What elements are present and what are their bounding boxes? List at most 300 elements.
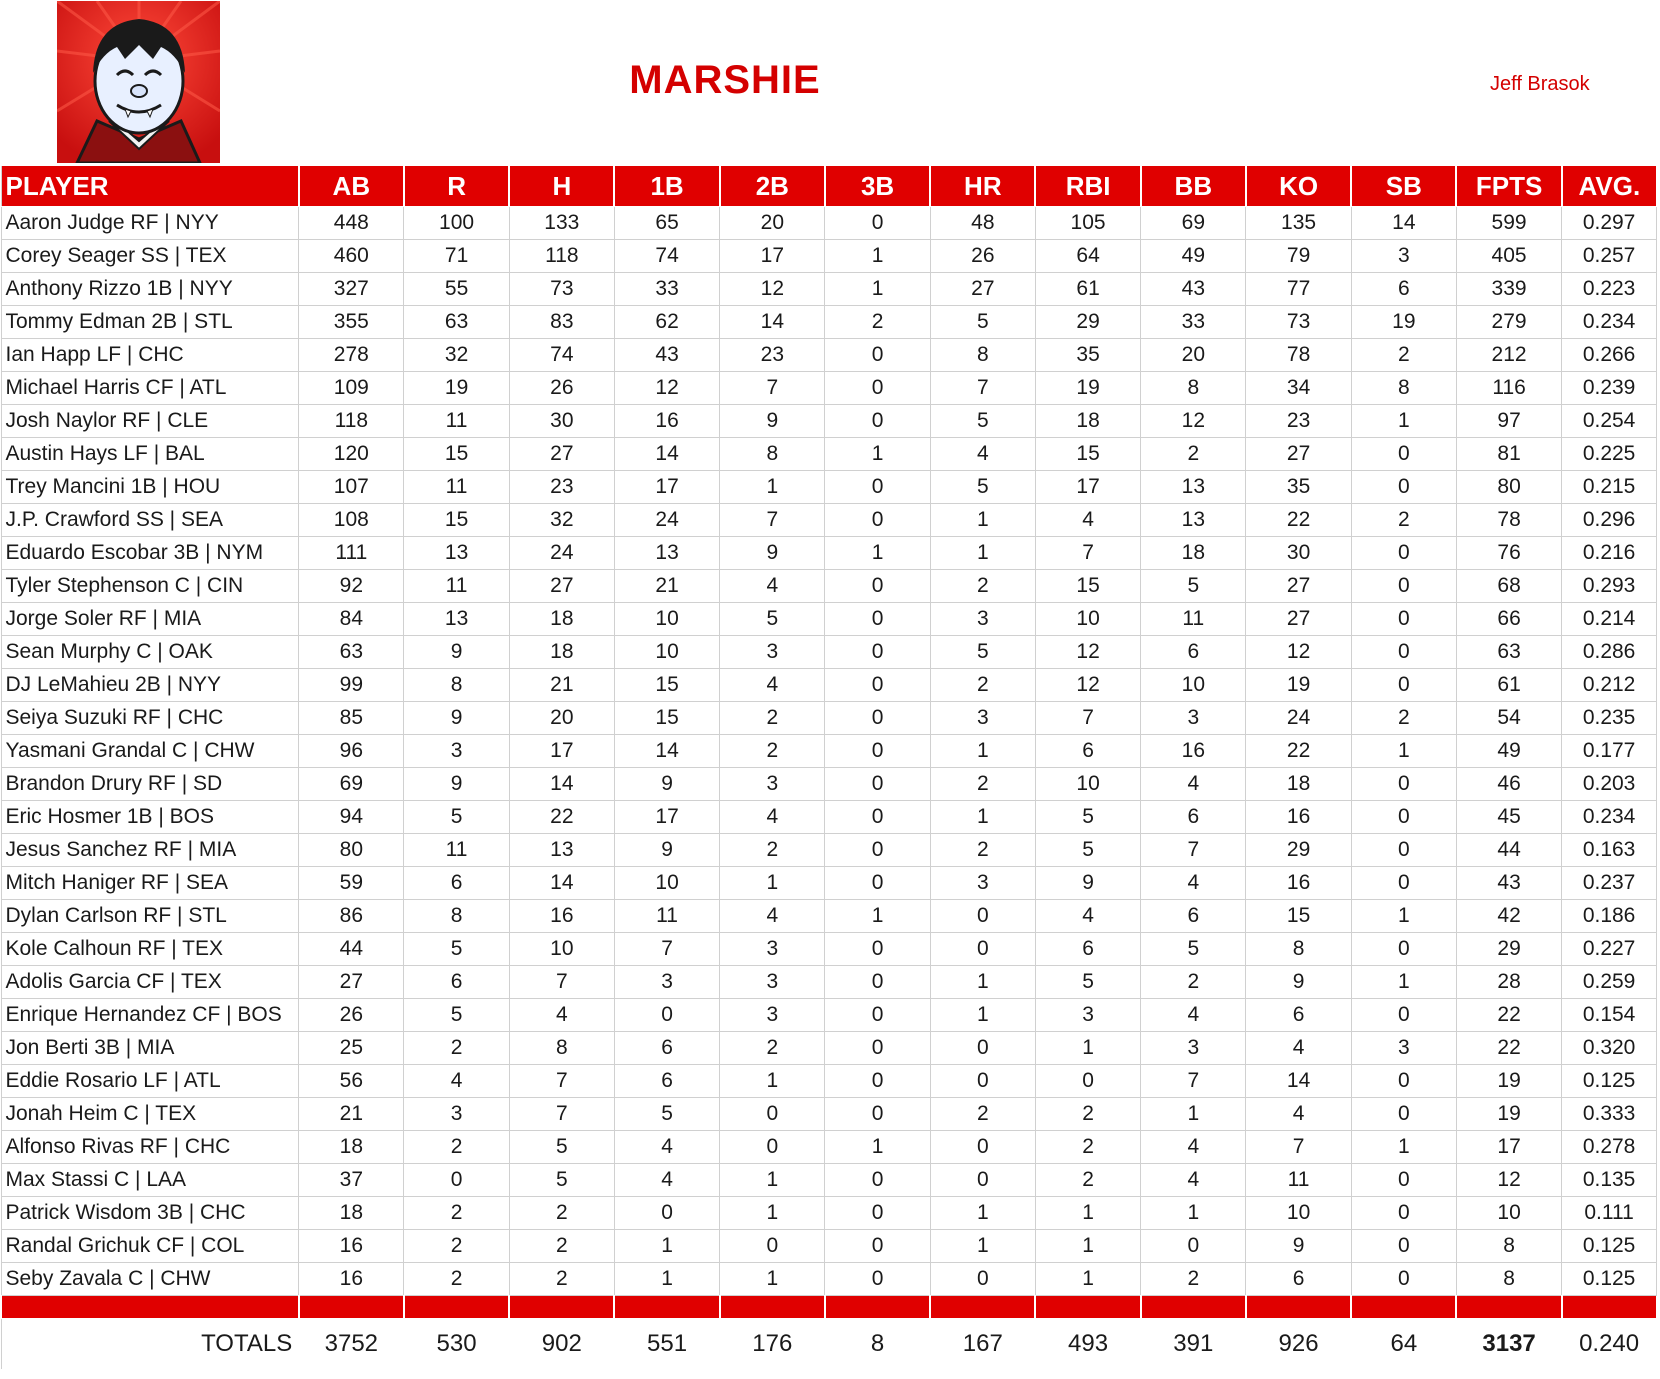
stat-2b-cell: 1 [720, 1065, 825, 1098]
stat-bb-cell: 4 [1141, 1164, 1246, 1197]
stat-1b-cell: 24 [614, 504, 719, 537]
stat-sb-cell: 0 [1351, 999, 1456, 1032]
stat-3b-cell: 0 [825, 966, 930, 999]
player-name-cell: Jon Berti 3B | MIA [1, 1032, 299, 1065]
stat-ab-cell: 355 [299, 306, 404, 339]
stat-hr-cell: 2 [930, 1098, 1035, 1131]
stat-avg-cell: 0.203 [1562, 768, 1657, 801]
stat-hr-cell: 0 [930, 933, 1035, 966]
stat-rbi-cell: 0 [1035, 1065, 1140, 1098]
stat-2b-cell: 4 [720, 669, 825, 702]
totals-label: TOTALS [1, 1319, 299, 1370]
stat-sb-cell: 0 [1351, 603, 1456, 636]
stat-3b-cell: 0 [825, 339, 930, 372]
stat-fpts-cell: 22 [1456, 1032, 1561, 1065]
stat-rbi-cell: 105 [1035, 207, 1140, 240]
stat-1b-cell: 65 [614, 207, 719, 240]
stat-r-cell: 63 [404, 306, 509, 339]
stat-bb-cell: 1 [1141, 1197, 1246, 1230]
stat-ab-cell: 85 [299, 702, 404, 735]
stat-rbi-cell: 5 [1035, 966, 1140, 999]
stat-1b-cell: 12 [614, 372, 719, 405]
stat-sb-cell: 1 [1351, 1131, 1456, 1164]
stat-bb-cell: 8 [1141, 372, 1246, 405]
player-name-cell: Patrick Wisdom 3B | CHC [1, 1197, 299, 1230]
stat-fpts-cell: 19 [1456, 1065, 1561, 1098]
stat-1b-cell: 33 [614, 273, 719, 306]
column-header-sb[interactable]: SB [1351, 166, 1456, 207]
stat-fpts-cell: 339 [1456, 273, 1561, 306]
stat-1b-cell: 17 [614, 801, 719, 834]
stat-ko-cell: 34 [1246, 372, 1351, 405]
stat-1b-cell: 9 [614, 768, 719, 801]
stat-2b-cell: 2 [720, 702, 825, 735]
stat-avg-cell: 0.223 [1562, 273, 1657, 306]
stat-r-cell: 13 [404, 603, 509, 636]
stat-hr-cell: 3 [930, 867, 1035, 900]
stat-ko-cell: 77 [1246, 273, 1351, 306]
player-name-cell: DJ LeMahieu 2B | NYY [1, 669, 299, 702]
stat-sb-cell: 1 [1351, 735, 1456, 768]
table-row [1, 438, 1657, 471]
stat-bb-cell: 11 [1141, 603, 1246, 636]
stat-hr-cell: 2 [930, 834, 1035, 867]
stat-avg-cell: 0.212 [1562, 669, 1657, 702]
stat-rbi-cell: 17 [1035, 471, 1140, 504]
stat-bb-cell: 3 [1141, 1032, 1246, 1065]
player-name-cell: Aaron Judge RF | NYY [1, 207, 299, 240]
stat-sb-cell: 0 [1351, 1197, 1456, 1230]
stat-ko-cell: 23 [1246, 405, 1351, 438]
stat-sb-cell: 1 [1351, 966, 1456, 999]
stat-r-cell: 11 [404, 405, 509, 438]
stat-3b-cell: 1 [825, 1131, 930, 1164]
stat-3b-cell: 0 [825, 1032, 930, 1065]
stat-h-cell: 18 [509, 603, 614, 636]
stat-rbi-cell: 3 [1035, 999, 1140, 1032]
roster-body [1, 207, 1657, 1296]
stat-avg-cell: 0.215 [1562, 471, 1657, 504]
player-name-cell: Anthony Rizzo 1B | NYY [1, 273, 299, 306]
player-name-cell: Yasmani Grandal C | CHW [1, 735, 299, 768]
stat-fpts-cell: 8 [1456, 1263, 1561, 1296]
stat-ko-cell: 27 [1246, 603, 1351, 636]
column-header-hr[interactable]: HR [930, 166, 1035, 207]
stat-bb-cell: 7 [1141, 1065, 1246, 1098]
player-name-cell: Alfonso Rivas RF | CHC [1, 1131, 299, 1164]
stat-avg-cell: 0.154 [1562, 999, 1657, 1032]
stat-sb-cell: 2 [1351, 504, 1456, 537]
stat-sb-cell: 0 [1351, 1098, 1456, 1131]
stat-h-cell: 32 [509, 504, 614, 537]
stat-h-cell: 14 [509, 867, 614, 900]
column-header-h[interactable]: H [509, 166, 614, 207]
stat-bb-cell: 1 [1141, 1098, 1246, 1131]
stat-r-cell: 71 [404, 240, 509, 273]
stat-avg-cell: 0.293 [1562, 570, 1657, 603]
stat-3b-cell: 0 [825, 867, 930, 900]
player-name-cell: Max Stassi C | LAA [1, 1164, 299, 1197]
column-header-r[interactable]: R [404, 166, 509, 207]
stat-ko-cell: 22 [1246, 504, 1351, 537]
stat-hr-cell: 0 [930, 1263, 1035, 1296]
stat-rbi-cell: 35 [1035, 339, 1140, 372]
stat-rbi-cell: 7 [1035, 537, 1140, 570]
stat-fpts-cell: 97 [1456, 405, 1561, 438]
stat-1b-cell: 21 [614, 570, 719, 603]
stat-3b-cell: 0 [825, 471, 930, 504]
stat-ko-cell: 10 [1246, 1197, 1351, 1230]
stat-rbi-cell: 1 [1035, 1230, 1140, 1263]
stat-sb-cell: 8 [1351, 372, 1456, 405]
stat-fpts-cell: 19 [1456, 1098, 1561, 1131]
stat-ko-cell: 79 [1246, 240, 1351, 273]
stat-3b-cell: 0 [825, 768, 930, 801]
stat-r-cell: 11 [404, 570, 509, 603]
stat-r-cell: 55 [404, 273, 509, 306]
table-row [1, 966, 1657, 999]
stat-rbi-cell: 15 [1035, 438, 1140, 471]
stat-hr-cell: 1 [930, 1197, 1035, 1230]
stat-ab-cell: 460 [299, 240, 404, 273]
stat-hr-cell: 2 [930, 768, 1035, 801]
stat-ko-cell: 19 [1246, 669, 1351, 702]
table-row [1, 240, 1657, 273]
stat-3b-cell: 0 [825, 603, 930, 636]
stat-1b-cell: 10 [614, 636, 719, 669]
stat-bb-cell: 20 [1141, 339, 1246, 372]
player-name-cell: Randal Grichuk CF | COL [1, 1230, 299, 1263]
stat-r-cell: 8 [404, 669, 509, 702]
stat-sb-cell: 3 [1351, 1032, 1456, 1065]
stat-ab-cell: 86 [299, 900, 404, 933]
stat-2b-cell: 20 [720, 207, 825, 240]
stat-ab-cell: 37 [299, 1164, 404, 1197]
stat-1b-cell: 14 [614, 735, 719, 768]
stat-ab-cell: 18 [299, 1197, 404, 1230]
stat-h-cell: 7 [509, 1065, 614, 1098]
stat-fpts-cell: 45 [1456, 801, 1561, 834]
stat-ab-cell: 278 [299, 339, 404, 372]
stat-fpts-cell: 43 [1456, 867, 1561, 900]
stat-bb-cell: 12 [1141, 405, 1246, 438]
stat-ko-cell: 135 [1246, 207, 1351, 240]
stat-bb-cell: 0 [1141, 1230, 1246, 1263]
stat-hr-cell: 26 [930, 240, 1035, 273]
stat-fpts-cell: 599 [1456, 207, 1561, 240]
stat-hr-cell: 2 [930, 669, 1035, 702]
stat-h-cell: 17 [509, 735, 614, 768]
player-name-cell: Jorge Soler RF | MIA [1, 603, 299, 636]
stat-avg-cell: 0.296 [1562, 504, 1657, 537]
stat-ko-cell: 27 [1246, 438, 1351, 471]
table-row [1, 405, 1657, 438]
stat-avg-cell: 0.278 [1562, 1131, 1657, 1164]
table-row [1, 372, 1657, 405]
stat-1b-cell: 9 [614, 834, 719, 867]
table-row [1, 1131, 1657, 1164]
stat-hr-cell: 2 [930, 570, 1035, 603]
stat-3b-cell: 0 [825, 801, 930, 834]
player-name-cell: Kole Calhoun RF | TEX [1, 933, 299, 966]
table-row [1, 1230, 1657, 1263]
stat-avg-cell: 0.237 [1562, 867, 1657, 900]
stat-h-cell: 118 [509, 240, 614, 273]
stat-ko-cell: 9 [1246, 966, 1351, 999]
player-name-cell: Michael Harris CF | ATL [1, 372, 299, 405]
player-name-cell: Ian Happ LF | CHC [1, 339, 299, 372]
stat-1b-cell: 15 [614, 702, 719, 735]
stat-avg-cell: 0.234 [1562, 801, 1657, 834]
stat-avg-cell: 0.125 [1562, 1263, 1657, 1296]
stat-hr-cell: 1 [930, 504, 1035, 537]
stat-3b-cell: 0 [825, 1263, 930, 1296]
stat-rbi-cell: 7 [1035, 702, 1140, 735]
owner-name: Jeff Brasok [1490, 73, 1590, 95]
stat-ab-cell: 108 [299, 504, 404, 537]
stat-r-cell: 15 [404, 438, 509, 471]
stat-avg-cell: 0.177 [1562, 735, 1657, 768]
total-sb: 64 [1351, 1319, 1456, 1370]
player-name-cell: Mitch Haniger RF | SEA [1, 867, 299, 900]
roster-table [0, 165, 1657, 1370]
stat-sb-cell: 0 [1351, 537, 1456, 570]
stat-r-cell: 11 [404, 471, 509, 504]
stat-2b-cell: 7 [720, 504, 825, 537]
vampire-cartoon-logo-icon [57, 1, 220, 163]
stat-ko-cell: 18 [1246, 768, 1351, 801]
stat-h-cell: 22 [509, 801, 614, 834]
stat-fpts-cell: 68 [1456, 570, 1561, 603]
stat-rbi-cell: 4 [1035, 504, 1140, 537]
player-name-cell: Eduardo Escobar 3B | NYM [1, 537, 299, 570]
stat-2b-cell: 2 [720, 834, 825, 867]
stat-1b-cell: 1 [614, 1263, 719, 1296]
stat-avg-cell: 0.239 [1562, 372, 1657, 405]
column-header-1b[interactable]: 1B [614, 166, 719, 207]
stat-1b-cell: 62 [614, 306, 719, 339]
stat-sb-cell: 0 [1351, 1065, 1456, 1098]
stat-hr-cell: 3 [930, 702, 1035, 735]
team-name: MARSHIE [629, 58, 821, 102]
stat-r-cell: 5 [404, 801, 509, 834]
column-header-bb[interactable]: BB [1141, 166, 1246, 207]
stat-bb-cell: 4 [1141, 1131, 1246, 1164]
stat-sb-cell: 0 [1351, 570, 1456, 603]
table-row [1, 636, 1657, 669]
stat-rbi-cell: 64 [1035, 240, 1140, 273]
stat-avg-cell: 0.163 [1562, 834, 1657, 867]
stat-bb-cell: 4 [1141, 768, 1246, 801]
stat-2b-cell: 4 [720, 801, 825, 834]
stat-h-cell: 133 [509, 207, 614, 240]
table-row [1, 339, 1657, 372]
stat-sb-cell: 1 [1351, 900, 1456, 933]
stat-rbi-cell: 1 [1035, 1032, 1140, 1065]
stat-hr-cell: 1 [930, 1230, 1035, 1263]
stat-ab-cell: 92 [299, 570, 404, 603]
stat-fpts-cell: 405 [1456, 240, 1561, 273]
stat-2b-cell: 8 [720, 438, 825, 471]
stat-fpts-cell: 116 [1456, 372, 1561, 405]
stat-ko-cell: 78 [1246, 339, 1351, 372]
stat-avg-cell: 0.135 [1562, 1164, 1657, 1197]
stat-bb-cell: 69 [1141, 207, 1246, 240]
player-name-cell: Eddie Rosario LF | ATL [1, 1065, 299, 1098]
stat-2b-cell: 3 [720, 636, 825, 669]
stat-ab-cell: 111 [299, 537, 404, 570]
total-ko: 926 [1246, 1319, 1351, 1370]
stat-2b-cell: 2 [720, 735, 825, 768]
stat-avg-cell: 0.257 [1562, 240, 1657, 273]
stat-1b-cell: 0 [614, 999, 719, 1032]
column-header-3b[interactable]: 3B [825, 166, 930, 207]
stat-rbi-cell: 1 [1035, 1197, 1140, 1230]
column-header-ab[interactable]: AB [299, 166, 404, 207]
total-hr: 167 [930, 1319, 1035, 1370]
table-row [1, 735, 1657, 768]
stat-3b-cell: 0 [825, 669, 930, 702]
total-h: 902 [509, 1319, 614, 1370]
stat-2b-cell: 9 [720, 537, 825, 570]
stat-bb-cell: 13 [1141, 504, 1246, 537]
stat-1b-cell: 11 [614, 900, 719, 933]
stat-ab-cell: 84 [299, 603, 404, 636]
stat-ko-cell: 4 [1246, 1032, 1351, 1065]
stat-sb-cell: 0 [1351, 933, 1456, 966]
stat-2b-cell: 3 [720, 999, 825, 1032]
total-1b: 551 [614, 1319, 719, 1370]
stat-fpts-cell: 80 [1456, 471, 1561, 504]
stat-ab-cell: 80 [299, 834, 404, 867]
stat-fpts-cell: 66 [1456, 603, 1561, 636]
stat-r-cell: 9 [404, 702, 509, 735]
player-name-cell: Enrique Hernandez CF | BOS [1, 999, 299, 1032]
column-header-rbi[interactable]: RBI [1035, 166, 1140, 207]
stat-ab-cell: 27 [299, 966, 404, 999]
stat-2b-cell: 3 [720, 933, 825, 966]
stat-hr-cell: 0 [930, 1065, 1035, 1098]
table-row [1, 669, 1657, 702]
stat-sb-cell: 0 [1351, 867, 1456, 900]
total-ab: 3752 [299, 1319, 404, 1370]
stat-r-cell: 4 [404, 1065, 509, 1098]
column-header-ko[interactable]: KO [1246, 166, 1351, 207]
stat-r-cell: 2 [404, 1263, 509, 1296]
stat-ab-cell: 107 [299, 471, 404, 504]
header-row [1, 166, 1657, 207]
stat-ab-cell: 69 [299, 768, 404, 801]
stat-1b-cell: 7 [614, 933, 719, 966]
stat-avg-cell: 0.125 [1562, 1065, 1657, 1098]
stat-1b-cell: 16 [614, 405, 719, 438]
stat-hr-cell: 1 [930, 999, 1035, 1032]
stat-2b-cell: 1 [720, 1164, 825, 1197]
stat-fpts-cell: 17 [1456, 1131, 1561, 1164]
stat-3b-cell: 1 [825, 438, 930, 471]
stat-ko-cell: 16 [1246, 867, 1351, 900]
stat-rbi-cell: 5 [1035, 801, 1140, 834]
stat-ko-cell: 22 [1246, 735, 1351, 768]
stat-fpts-cell: 54 [1456, 702, 1561, 735]
stat-h-cell: 27 [509, 570, 614, 603]
stat-rbi-cell: 4 [1035, 900, 1140, 933]
stat-avg-cell: 0.297 [1562, 207, 1657, 240]
stat-ko-cell: 12 [1246, 636, 1351, 669]
stat-rbi-cell: 10 [1035, 768, 1140, 801]
column-header-avg[interactable]: AVG. [1562, 166, 1657, 207]
stat-ab-cell: 59 [299, 867, 404, 900]
stat-3b-cell: 0 [825, 702, 930, 735]
stat-3b-cell: 0 [825, 405, 930, 438]
stat-rbi-cell: 2 [1035, 1098, 1140, 1131]
player-name-cell: Dylan Carlson RF | STL [1, 900, 299, 933]
stat-sb-cell: 0 [1351, 1230, 1456, 1263]
stat-fpts-cell: 28 [1456, 966, 1561, 999]
stat-1b-cell: 10 [614, 867, 719, 900]
stat-ko-cell: 15 [1246, 900, 1351, 933]
stat-ab-cell: 118 [299, 405, 404, 438]
stat-ko-cell: 7 [1246, 1131, 1351, 1164]
column-header-2b[interactable]: 2B [720, 166, 825, 207]
stat-avg-cell: 0.234 [1562, 306, 1657, 339]
stat-rbi-cell: 12 [1035, 669, 1140, 702]
column-header-fpts[interactable]: FPTS [1456, 166, 1561, 207]
stat-3b-cell: 0 [825, 207, 930, 240]
stat-ko-cell: 35 [1246, 471, 1351, 504]
stat-ab-cell: 327 [299, 273, 404, 306]
stat-ko-cell: 30 [1246, 537, 1351, 570]
stat-ab-cell: 120 [299, 438, 404, 471]
stat-bb-cell: 49 [1141, 240, 1246, 273]
stat-1b-cell: 17 [614, 471, 719, 504]
stat-bb-cell: 6 [1141, 900, 1246, 933]
stat-r-cell: 6 [404, 867, 509, 900]
stat-1b-cell: 6 [614, 1032, 719, 1065]
stat-2b-cell: 9 [720, 405, 825, 438]
player-name-cell: Seby Zavala C | CHW [1, 1263, 299, 1296]
stat-2b-cell: 4 [720, 900, 825, 933]
stat-hr-cell: 1 [930, 801, 1035, 834]
stat-avg-cell: 0.111 [1562, 1197, 1657, 1230]
table-row [1, 306, 1657, 339]
stat-sb-cell: 0 [1351, 801, 1456, 834]
column-header-player[interactable]: PLAYER [1, 166, 299, 207]
stat-ko-cell: 14 [1246, 1065, 1351, 1098]
stat-2b-cell: 1 [720, 1197, 825, 1230]
stat-ab-cell: 448 [299, 207, 404, 240]
stat-fpts-cell: 46 [1456, 768, 1561, 801]
stat-1b-cell: 43 [614, 339, 719, 372]
stat-h-cell: 30 [509, 405, 614, 438]
stat-h-cell: 74 [509, 339, 614, 372]
stat-1b-cell: 10 [614, 603, 719, 636]
stat-r-cell: 5 [404, 999, 509, 1032]
stat-3b-cell: 0 [825, 999, 930, 1032]
stat-ko-cell: 16 [1246, 801, 1351, 834]
stat-r-cell: 15 [404, 504, 509, 537]
stat-3b-cell: 1 [825, 240, 930, 273]
stat-1b-cell: 5 [614, 1098, 719, 1131]
stat-ab-cell: 94 [299, 801, 404, 834]
stat-h-cell: 7 [509, 966, 614, 999]
stat-hr-cell: 4 [930, 438, 1035, 471]
stat-hr-cell: 27 [930, 273, 1035, 306]
stat-bb-cell: 6 [1141, 801, 1246, 834]
stat-fpts-cell: 212 [1456, 339, 1561, 372]
stat-fpts-cell: 49 [1456, 735, 1561, 768]
stat-1b-cell: 74 [614, 240, 719, 273]
